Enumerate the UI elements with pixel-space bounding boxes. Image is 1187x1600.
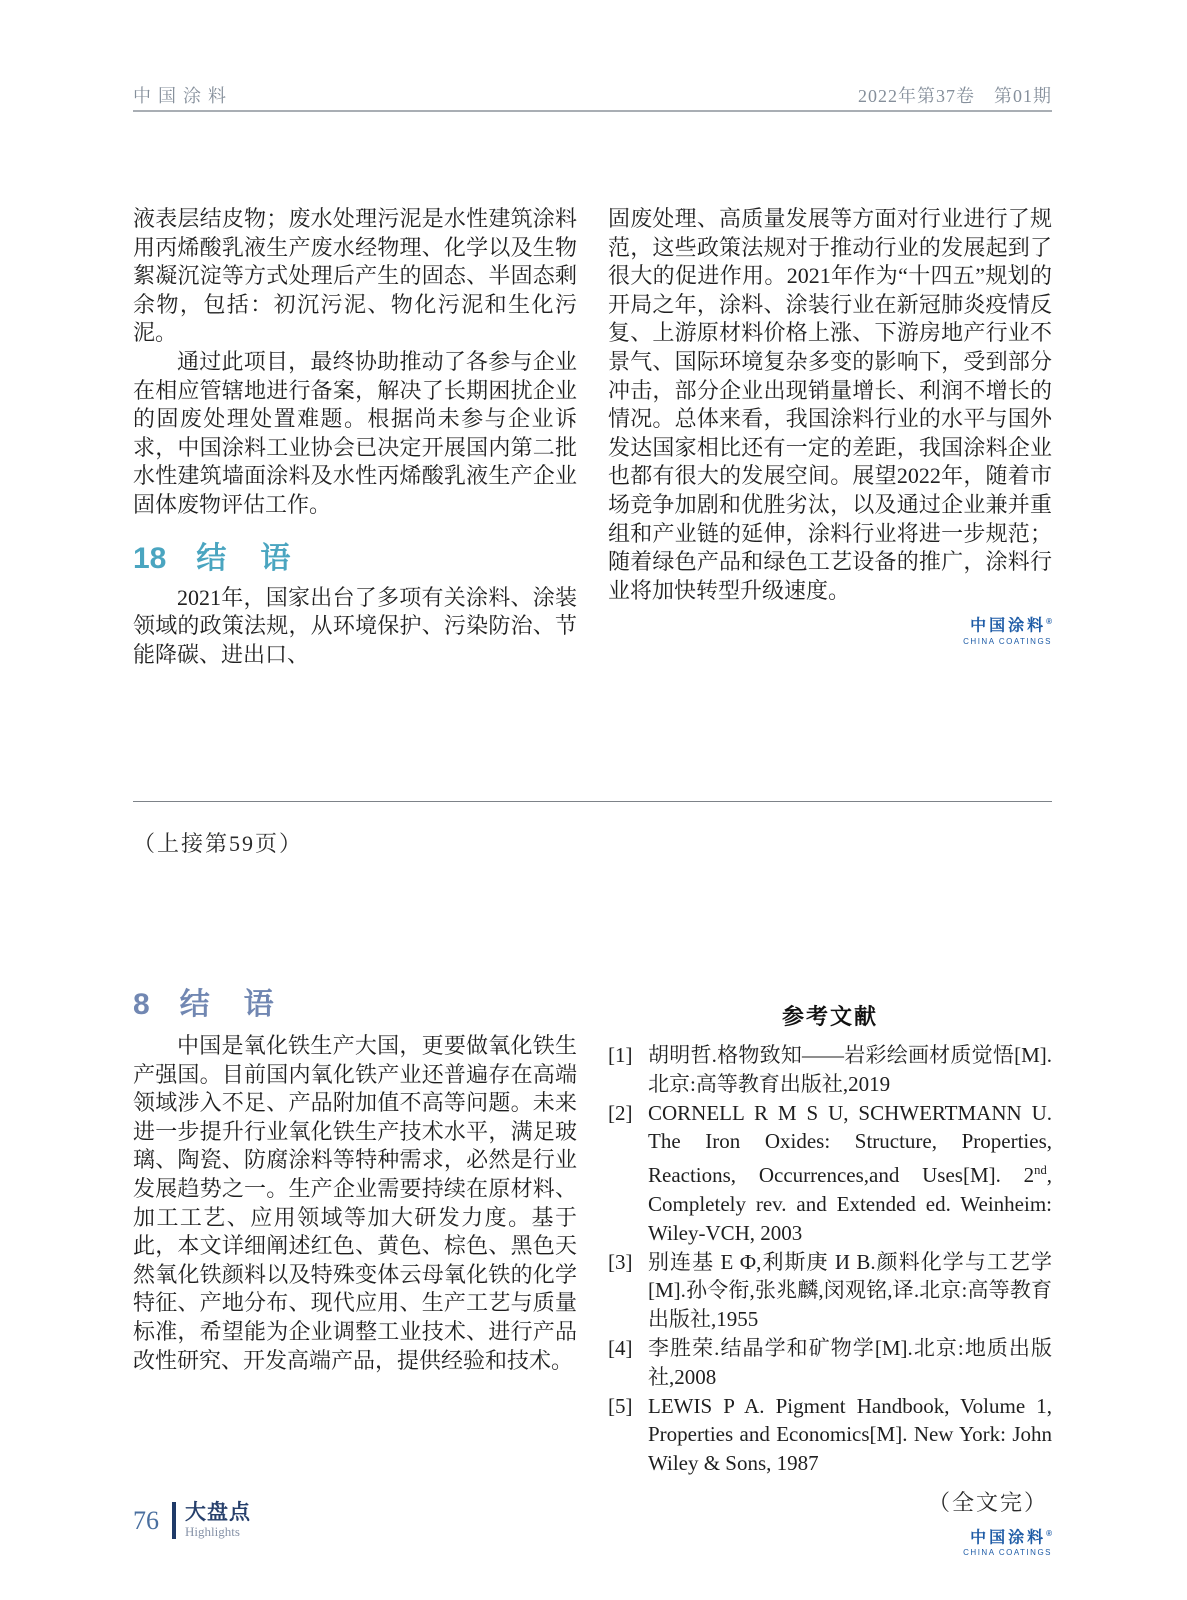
registered-mark-icon: ® [1046,1528,1052,1538]
logo-text: 中国涂料 [970,617,1047,635]
logo-subtitle: CHINA COATINGS [963,1548,1052,1558]
logo-wordmark [970,613,1052,635]
article-bottom-continuation [133,988,1052,1558]
paragraph: 2021年，国家出台了多项有关涂料、涂装领域的政策法规，从环境保护、污染防治、节能降碳、进出口、 [133,584,577,667]
right-column [608,988,1052,1558]
reference-marker: [4] [608,1335,633,1360]
reference-text: LEWIS P A. Pigment Handbook, Volume 1, Properties and Economics[M]. New York: John Wiley & Sons, 1987 [648,1393,1052,1476]
section-number: 8 [133,988,150,1021]
logo-wordmark [970,1525,1052,1547]
reference-text: 胡明哲.格物致知——岩彩绘画材质觉悟[M].北京:高等教育出版社,2019 [648,1043,1052,1096]
reference-marker: [5] [608,1393,633,1418]
reference-item [608,1392,1052,1478]
reference-marker: [1] [608,1043,633,1067]
reference-item [608,1041,1052,1099]
paragraph-continuation: 液表层结皮物；废水处理污泥是水性建筑涂料用丙烯酸乳液生产废水经物理、化学以及生物絮凝沉淀等方式处理后产生的固态、半固态剩余物，包括：初沉污泥、物化污泥和生化污泥。 [133,206,577,346]
reference-item [608,1248,1052,1334]
china-coatings-logo [608,613,1052,646]
section-title: 结 语 [196,541,293,575]
section-heading-8-conclusion [133,988,577,1022]
section-number: 18 [133,541,167,575]
section-title: 结 语 [179,988,276,1021]
left-column [133,988,577,1558]
footer-section-block [185,1502,251,1539]
reference-marker: [3] [608,1249,633,1274]
footer-section-name-en: Highlights [185,1524,240,1539]
reference-text: CORNELL R M S U, SCHWERTMANN U. The Iron Oxides: Structure, Properties, Reactions, Occurrences,and Uses[M]. 2nd, Completely rev. and Extended ed. Weinheim: Wiley-VCH, 2003 [648,1100,1052,1245]
page-number: 76 [133,1505,159,1535]
china-coatings-logo [608,1525,1052,1558]
logo-subtitle: CHINA COATINGS [963,636,1052,646]
logo-text: 中国涂料 [970,1529,1047,1547]
page-footer [133,1502,251,1539]
reference-item [608,1099,1052,1248]
journal-name: 中国涂料 [133,86,233,106]
footer-section-name: 大盘点 [185,1501,251,1524]
left-column [133,205,577,669]
reference-text: 李胜荣.结晶学和矿物学[M].北京:地质出版社,2008 [648,1335,1052,1389]
reference-item [608,1334,1052,1392]
reference-marker: [2] [608,1100,633,1125]
right-column [608,205,1052,669]
paragraph-continuation: 固废处理、高质量发展等方面对行业进行了规范，这些政策法规对于推动行业的发展起到了很大的促进作用。2021年作为“十四五”规划的开局之年，涂料、涂装行业在新冠肺炎疫情反复、上游原材料价格上涨、下游房地产行业不景气、国际环境复杂多变的影响下，受到部分冲击，部分企业出现销量增长、利润不增长的情况。总体来看，我国涂料行业的水平与国外发达国家相比还有一定的差距，我国涂料企业也都有很大的发展空间。展望2022年，随着市场竞争加剧和优胜劣汰，以及通过企业兼并重组和产业链的延伸，涂料行业将进一步规范；随着绿色产品和绿色工艺设备的推广，涂料行业将加快转型升级速度。 [608,206,1052,603]
paragraph: 中国是氧化铁生产大国，更要做氧化铁生产强国。目前国内氧化铁产业还普遍存在高端领域涉入不足、产品附加值不高等问题。未来进一步提升行业氧化铁生产技术水平，满足玻璃、陶瓷、防腐涂料等特种需求，必然是行业发展趋势之一。生产企业需要持续在原材料、加工工艺、应用领域等加大研发力度。基于此，本文详细阐述红色、黄色、棕色、黑色天然氧化铁颜料以及特殊变体云母氧化铁的化学特征、产地分布、现代应用、生产工艺与质量标准，希望能为企业调整工业技术、进行产品改性研究、开发高端产品，提供经验和技术。 [133,1033,577,1373]
reference-list [608,1041,1052,1478]
continued-from-page-note: （上接第59页） [133,831,304,856]
paragraph: 通过此项目，最终协助推动了各参与企业在相应管辖地进行备案，解决了长期困扰企业的固废处理处置难题。根据尚未参与企业诉求，中国涂料工业协会已决定开展国内第二批水性建筑墙面涂料及水性丙烯酸乳液生产企业固体废物评估工作。 [133,348,577,517]
references-title: 参考文献 [781,1004,878,1029]
article-top-continuation [133,205,1052,669]
header-rule [133,110,1052,112]
article-divider-rule [133,801,1052,802]
reference-text: 别连基 Е Ф,利斯庚 И В.颜料化学与工艺学[M].孙令衔,张兆麟,闵观铭,译.北京:高等教育出版社,1955 [648,1249,1052,1332]
registered-mark-icon: ® [1046,617,1052,627]
end-of-article-note: （全文完） [927,1489,1048,1515]
section-heading-18-conclusion [133,542,577,576]
issue-info: 2022年第37卷 第01期 [858,86,1052,106]
footer-divider-bar [172,1502,176,1539]
page-header [133,82,1052,108]
